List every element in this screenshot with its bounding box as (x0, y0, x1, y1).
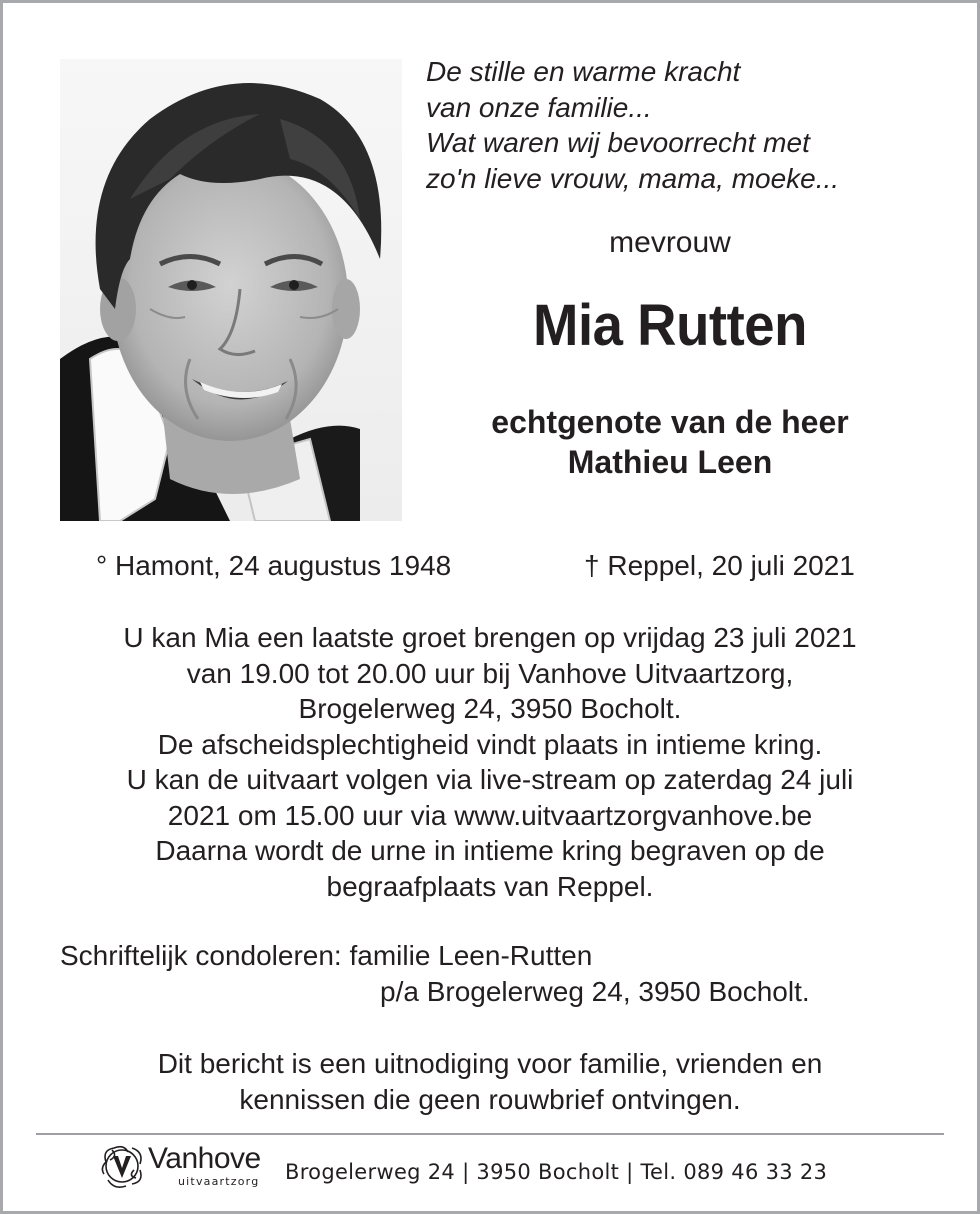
poem-line: zo'n lieve vrouw, mama, moeke... (426, 162, 840, 194)
invitation-notice (40, 1046, 940, 1117)
birth-date: ° Hamont, 24 augustus 1948 (96, 550, 452, 581)
condolence-line: Schriftelijk condoleren: familie Leen-Rutten (60, 940, 593, 971)
cross-icon: † (584, 550, 600, 581)
poem-line: De stille en warme kracht (426, 56, 741, 87)
condolence-address: p/a Brogelerweg 24, 3950 Bocholt. (380, 976, 810, 1007)
portrait-photo (60, 59, 402, 521)
logo-name: Vanhove (148, 1142, 261, 1175)
info-line: Daarna wordt de urne in intieme kring begraven op de (155, 835, 825, 866)
info-line: Brogelerweg 24, 3950 Bocholt. (298, 693, 682, 724)
spouse-name: Mathieu Leen (567, 444, 773, 480)
logo-subtitle: uitvaartzorg (178, 1175, 260, 1188)
honorific: mevrouw (609, 226, 731, 259)
info-line: begraafplaats van Reppel. (326, 870, 654, 902)
divider (36, 1133, 944, 1135)
notice-line: kennissen die geen rouwbrief ontvingen. (239, 1083, 741, 1115)
spouse-line: echtgenote van de heer (491, 404, 849, 440)
spouse-info (420, 402, 920, 482)
logo-emblem-icon (98, 1142, 148, 1190)
death-date-block (584, 550, 855, 582)
info-line: De afscheidsplechtigheid vindt plaats in intieme kring. (157, 728, 823, 760)
info-line: 2021 om 15.00 uur via www.uitvaartzorgvanhove.be (167, 799, 813, 831)
memorial-poem (426, 54, 946, 196)
vanhove-logo (98, 1140, 274, 1192)
poem-line: van onze familie... (426, 91, 652, 123)
info-line: U kan de uitvaart volgen via live-stream op zaterdag 24 juli (126, 764, 854, 795)
info-line: van 19.00 tot 20.00 uur bij Vanhove Uitvaartzorg, (186, 657, 794, 689)
funeral-info (40, 620, 940, 904)
info-line: U kan Mia een laatste groet brengen op vrijdag 23 juli 2021 (123, 622, 857, 653)
notice-line: Dit bericht is een uitnodiging voor familie, vrienden en (157, 1048, 823, 1079)
footer-contact: Brogelerweg 24 | 3950 Bocholt | Tel. 089 46 33 23 (285, 1160, 828, 1184)
death-date: Reppel, 20 juli 2021 (607, 550, 855, 581)
poem-line: Wat waren wij bevoorrecht met (426, 127, 810, 158)
deceased-name: Mia Rutten (533, 293, 807, 358)
